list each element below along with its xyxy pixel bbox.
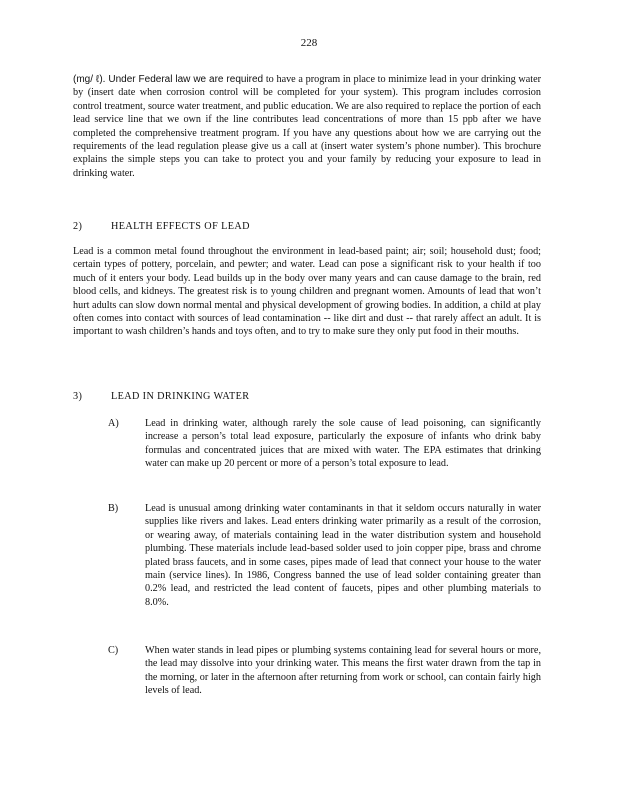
intro-text: to have a program in place to minimize lead in your drinking water by (insert date when corrosion control will be completed for your system). This program includes corrosion control treatment, source water treatment, and public education. We are also required to replace the portion of each lead service line that we own if the line contributes lead concentrations of more than 15 ppb after we have completed the comprehensive treatment program. If you have any questions about how we are carrying out the requirements of the lead regulation please give us a call at (insert water system’s phone number). This brochure explains the simple steps you can take to protect you and your family by reducing your exposure to lead in drinking water. [73,74,542,179]
intro-lead-in: (mg/ ℓ). Under Federal law we are required [73,74,264,85]
list-item-text: Lead in drinking water, although rarely the sole cause of lead poisoning, can significantly increase a person’s total lead exposure, particularly the exposure of infants who drink baby formulas and concentrated juices that are mixed with water. The EPA estimates that drinking water can make up 20 percent or more of a person’s total exposure to lead. [145,418,541,470]
section-heading-health-effects [73,220,250,233]
list-item-label: B) [108,503,119,514]
list-item-label: A) [108,418,119,429]
list-item-text: Lead is unusual among drinking water contaminants in that it seldom occurs naturally in water supplies like rivers and lakes. Lead enters drinking water primarily as a result of the corrosion, or wearing away, of materials containing lead in the water distribution system and household plumbing. These materials include lead-based solder used to join copper pipe, brass and chrome plated brass faucets, and in some cases, pipes made of lead that connect your house to the water main (service lines). In 1986, Congress banned the use of lead solder containing greater than 0.2% lead, and restricted the lead content of faucets, pipes and other plumbing materials to 8.0%. [145,503,541,608]
health-effects-paragraph: Lead is a common metal found throughout the environment in lead-based paint; air; soil; household dust; food; certain types of pottery, porcelain, and pewter; and water. Lead can pose a significant risk to your health if too much of it enters your body. Lead builds up in the body over many years and can cause damage to the brain, red blood cells, and kidneys. The greatest risk is to young children and pregnant women. Amounts of lead that won’t hurt adults can slow down normal mental and physical development of growing bodies. In addition, a child at play often comes into contact with sources of lead contamination -- like dirt and dust -- that rarely affect an adult. It is important to wash children’s hands and toys often, and to try to make sure they only put food in their mouths. [73,246,541,338]
intro-paragraph [73,73,541,180]
list-item-text: When water stands in lead pipes or plumbing systems containing lead for several hours or more, the lead may dissolve into your drinking water. This means the first water drawn from the tap in the morning, or later in the afternoon after returning from work or school, can contain fairly high levels of lead. [145,645,541,697]
list-item-label: C) [108,645,119,656]
page-number: 228 [300,37,318,49]
section-title: LEAD IN DRINKING WATER [110,391,250,402]
section-title: HEALTH EFFECTS OF LEAD [110,221,250,232]
section-heading-lead-in-water [73,390,249,403]
section-number: 2) [73,221,83,232]
section-number: 3) [73,391,83,402]
